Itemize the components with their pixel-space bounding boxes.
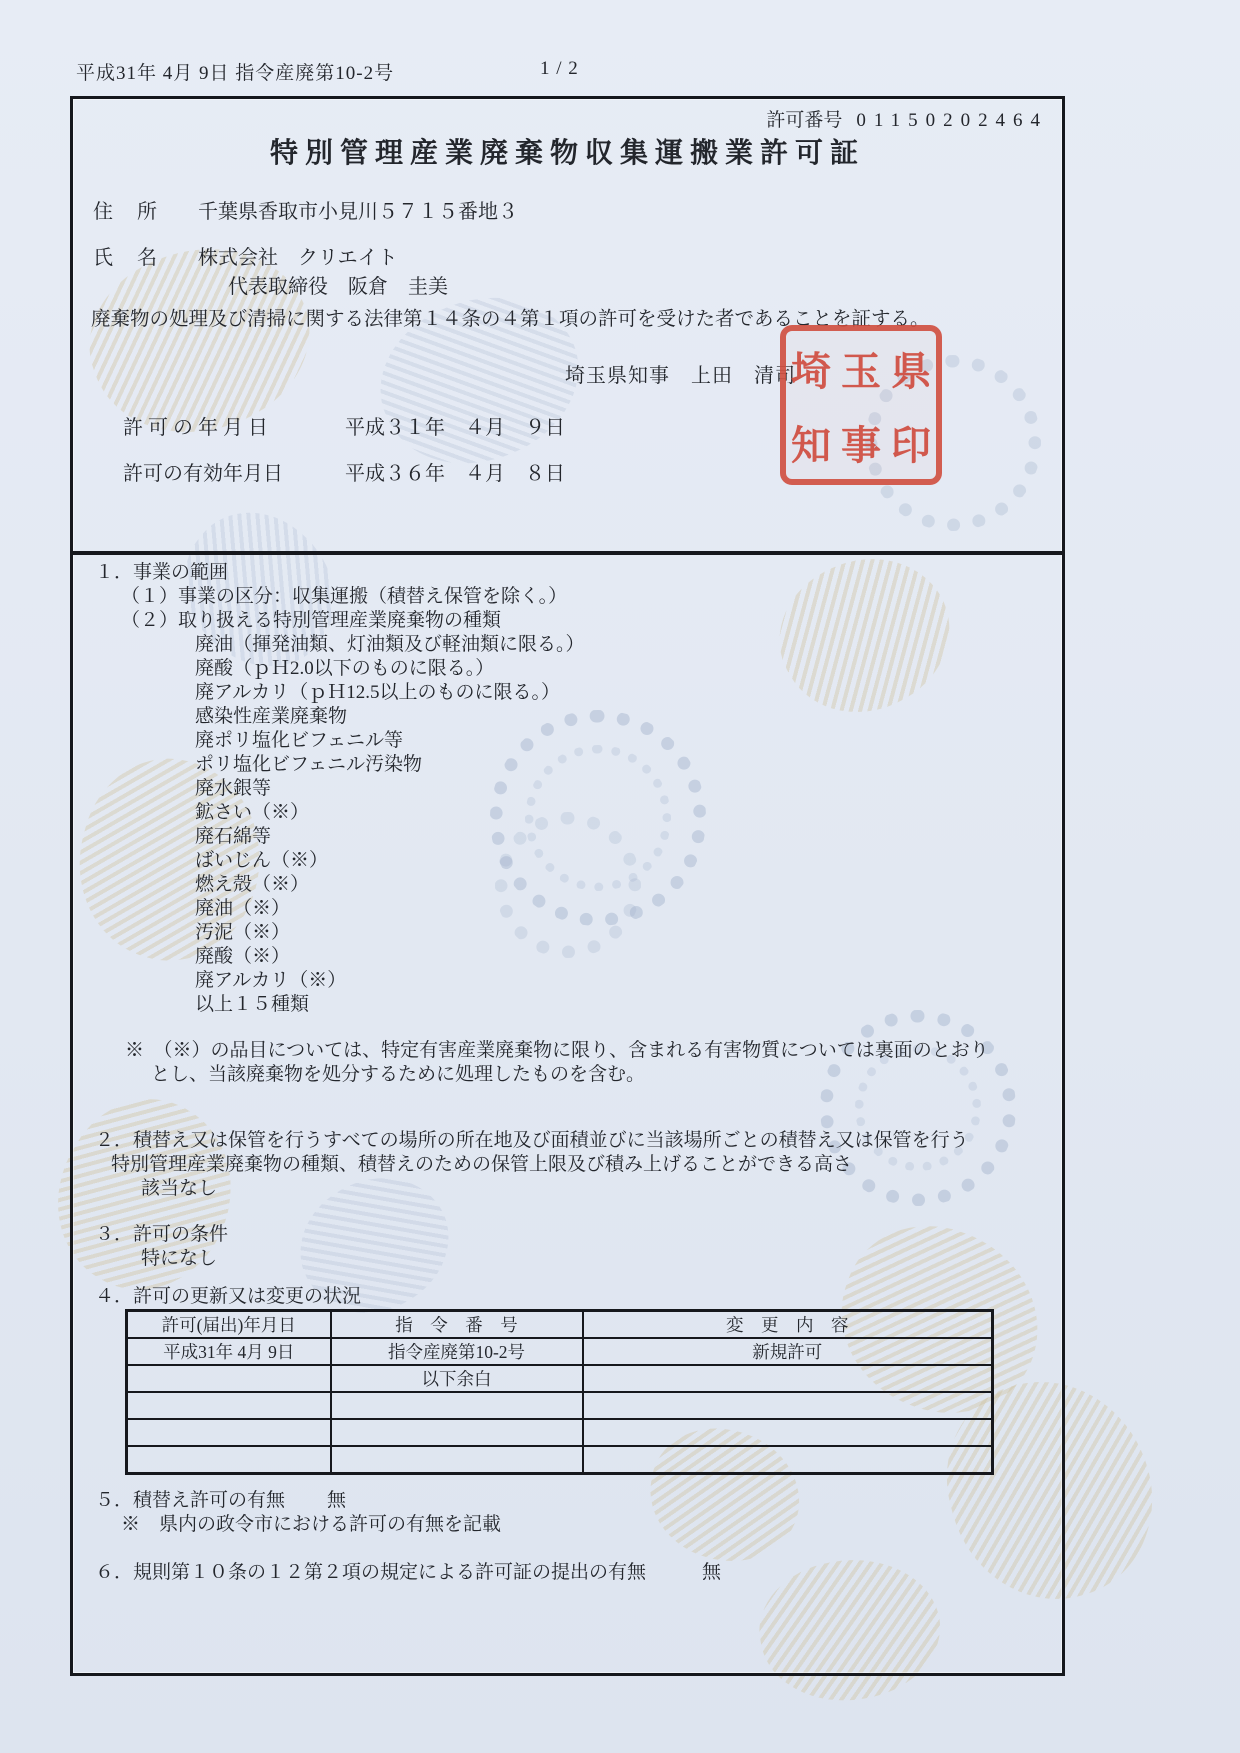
history-cell bbox=[583, 1446, 993, 1474]
table-row bbox=[127, 1338, 993, 1365]
address-label: 住 所 bbox=[93, 201, 159, 223]
section3-value: 特になし bbox=[141, 1248, 218, 1269]
waste-type-item: 廃アルカリ（ｐＨ12.5以上のものに限る。） bbox=[195, 682, 560, 703]
history-cell bbox=[331, 1446, 583, 1474]
seal-char: 知 bbox=[791, 422, 831, 468]
governor-seal bbox=[780, 325, 942, 485]
table-row bbox=[127, 1365, 993, 1392]
section-divider-line bbox=[73, 551, 1062, 555]
history-cell bbox=[331, 1392, 583, 1419]
waste-type-item: 汚泥（※） bbox=[195, 922, 291, 943]
permit-number-value: 01150202464 bbox=[856, 110, 1048, 131]
history-table bbox=[125, 1309, 994, 1475]
valid-date-label: 許可の有効年月日 bbox=[123, 463, 283, 485]
section2-line1: ２．積替え又は保管を行うすべての場所の所在地及び面積並びに当該場所ごとの積替え又は保管を行う bbox=[95, 1130, 969, 1151]
issuer-governor: 埼玉県知事 上田 清司 bbox=[565, 365, 796, 387]
permit-date-value: 平成３１年 ４月 ９日 bbox=[345, 417, 565, 439]
certificate-frame bbox=[70, 96, 1065, 1676]
history-col-directive: 指 令 番 号 bbox=[331, 1311, 583, 1339]
table-row bbox=[127, 1419, 993, 1446]
waste-type-item: 廃石綿等 bbox=[195, 826, 272, 847]
section1-category: （１）事業の区分：収集運搬（積替え保管を除く。） bbox=[121, 586, 568, 607]
section2-storage bbox=[95, 1129, 969, 1201]
seal-char: 玉 bbox=[841, 348, 881, 394]
section1-note-line1: ※ （※）の品目については、特定有害産業廃棄物に限り、含まれる有害物質については裏面のとおり bbox=[125, 1040, 989, 1061]
address-row bbox=[93, 195, 518, 224]
name-value bbox=[198, 241, 448, 299]
valid-date-row bbox=[123, 457, 565, 486]
seal-char: 事 bbox=[841, 422, 881, 468]
waste-type-item: 廃油（揮発油類、灯油類及び軽油類に限る。） bbox=[195, 634, 585, 655]
certification-statement: 廃棄物の処理及び清掃に関する法律第１４条の４第１項の許可を受けた者であることを証する。 bbox=[91, 309, 930, 330]
valid-date-value: 平成３６年 ４月 ８日 bbox=[345, 463, 565, 485]
history-cell: 平成31年 4月 9日 bbox=[127, 1338, 331, 1365]
waste-type-item: 廃アルカリ（※） bbox=[195, 970, 347, 991]
section1-waste-kinds-label: （２）取り扱える特別管理産業廃棄物の種類 bbox=[121, 610, 502, 631]
section5-line bbox=[95, 1489, 501, 1513]
waste-type-item: ポリ塩化ビフェニル汚染物 bbox=[195, 754, 423, 775]
history-cell bbox=[583, 1365, 993, 1392]
waste-type-item: 廃油（※） bbox=[195, 898, 291, 919]
history-cell bbox=[583, 1392, 993, 1419]
history-table-header-row bbox=[127, 1311, 993, 1339]
history-col-change: 変 更 内 容 bbox=[583, 1311, 993, 1339]
seal-char: 印 bbox=[891, 422, 931, 468]
section1-business-scope bbox=[95, 561, 585, 1017]
waste-type-item: ばいじん（※） bbox=[195, 850, 329, 871]
waste-type-item: 廃水銀等 bbox=[195, 778, 272, 799]
name-row bbox=[93, 241, 448, 299]
section6-value: 無 bbox=[702, 1562, 722, 1583]
company-name: 株式会社 クリエイト bbox=[198, 247, 398, 269]
table-row bbox=[127, 1392, 993, 1419]
history-cell: 指令産廃第10-2号 bbox=[331, 1338, 583, 1365]
permit-date-label: 許 可 の 年 月 日 bbox=[123, 417, 268, 439]
history-cell bbox=[127, 1446, 331, 1474]
section1-note bbox=[125, 1039, 989, 1087]
seal-char: 県 bbox=[891, 348, 931, 394]
table-row bbox=[127, 1446, 993, 1474]
section1-heading: １．事業の範囲 bbox=[95, 562, 229, 583]
section5-transfer-permit bbox=[95, 1489, 501, 1537]
section5-value: 無 bbox=[327, 1490, 347, 1511]
section6-heading: ６．規則第１０条の１２第２項の規定による許可証の提出の有無 bbox=[95, 1562, 647, 1583]
section5-note: ※ 県内の政令市における許可の有無を記載 bbox=[121, 1514, 502, 1535]
address-value: 千葉県香取市小見川５７１５番地３ bbox=[198, 201, 518, 223]
history-cell bbox=[127, 1392, 331, 1419]
waste-type-item: 廃ポリ塩化ビフェニル等 bbox=[195, 730, 404, 751]
history-cell bbox=[127, 1365, 331, 1392]
issue-date-and-directive-number: 平成31年 4月 9日 指令産廃第10-2号 bbox=[76, 63, 395, 84]
permit-number-label: 許可番号 bbox=[766, 110, 843, 131]
history-cell: 以下余白 bbox=[331, 1365, 583, 1392]
section3-conditions bbox=[95, 1223, 228, 1271]
waste-type-total: 以上１５種類 bbox=[195, 994, 310, 1015]
section1-note-line2: とし、当該廃棄物を処分するために処理したものを含む。 bbox=[151, 1064, 646, 1085]
section4-heading: ４．許可の更新又は変更の状況 bbox=[95, 1286, 362, 1307]
history-cell: 新規許可 bbox=[583, 1338, 993, 1365]
permit-date-row bbox=[123, 411, 565, 440]
representative-name: 代表取締役 阪倉 圭美 bbox=[228, 276, 448, 298]
waste-type-list bbox=[195, 633, 585, 1017]
waste-type-item: 廃酸（ｐＨ2.0以下のものに限る。） bbox=[195, 658, 495, 679]
waste-type-item: 感染性産業廃棄物 bbox=[195, 706, 348, 727]
section5-heading: ５．積替え許可の有無 bbox=[95, 1490, 286, 1511]
section6-submission bbox=[95, 1561, 721, 1585]
certificate-title: 特別管理産業廃棄物収集運搬業許可証 bbox=[269, 138, 865, 169]
section2-value: 該当なし bbox=[141, 1178, 218, 1199]
history-col-date: 許可(届出)年月日 bbox=[127, 1311, 331, 1339]
history-cell bbox=[331, 1419, 583, 1446]
name-label: 氏 名 bbox=[93, 247, 159, 269]
history-cell bbox=[127, 1419, 331, 1446]
permit-number-line bbox=[766, 105, 1048, 132]
waste-type-item: 鉱さい（※） bbox=[195, 802, 310, 823]
page-indicator: 1 / 2 bbox=[540, 58, 579, 79]
seal-char: 埼 bbox=[791, 348, 831, 394]
waste-type-item: 廃酸（※） bbox=[195, 946, 291, 967]
waste-type-item: 燃え殻（※） bbox=[195, 874, 310, 895]
section3-heading: ３．許可の条件 bbox=[95, 1224, 229, 1245]
history-cell bbox=[583, 1419, 993, 1446]
section2-line2: 特別管理産業廃棄物の種類、積替えのための保管上限及び積み上げることができる高さ bbox=[111, 1154, 853, 1175]
